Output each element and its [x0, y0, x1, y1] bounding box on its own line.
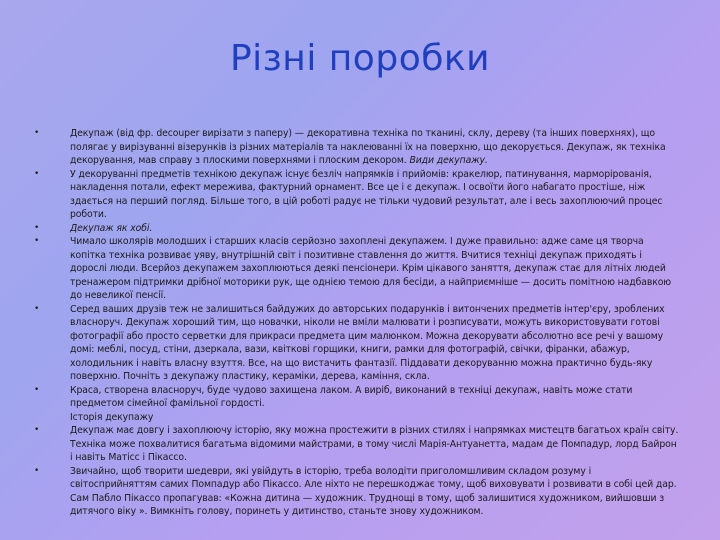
item-italic-text: Декупаж як хобі.: [70, 222, 153, 234]
bullet-icon: •: [34, 303, 40, 314]
item-text: У декоруванні предметів технікою декупаж існує безліч напрямків і прийомів: кракелюр, патинування, марморірованія, накладення потали, ефект мережива, фактурний орнамент. Все це і є декупаж. І освоїти його набагато простіше, ніж здається на перший погляд. Більше того, в цій роботі радує не тільки чудовий результат, але і весь захоплюючий процес роботи.: [70, 168, 663, 220]
item-text: Декупаж має довгу і захоплюючу історію, яку можна простежити в різних стилях і напрямках мистецтв багатьох країн світу. Техніка може похвалитися багатьма відомими майстрами, в тому числі Марія-Антуанетта, мадам де Помпадур, лорд Байрон і навіть Матісс і Пікассо.: [70, 425, 679, 463]
item-text: Чимало школярів молодших і старших класів серйозно захоплені декупажем. І дуже правильно: адже саме ця творча копітка техніка розвиває уяву, внутрішній світ і позитивне ставлення до життя. Вчитися техніці декупаж приходять і дорослі люди. Всерйоз декупажем захоплюються деякі пенсіонери. Крім цікавого заняття, декупаж стає для літніх людей тренажером підтримки дрібної моторики рук, ще однією темою для бесіди, а найприємніше — досить помітною надбавкою до невеликої пенсії.: [70, 236, 672, 301]
list-item: [34, 222, 680, 236]
bullet-icon: •: [34, 465, 40, 476]
bullet-icon: •: [34, 222, 40, 233]
list-item: [34, 384, 680, 425]
bullet-list: [34, 127, 680, 519]
item-italic-text: Види декупажу.: [409, 155, 488, 166]
item-text: Краса, створена власноруч, буде чудово захищена лаком. А виріб, виконаний в техніці декупаж, навіть може стати предметом сімейної фамільної гордості. Історія декупажу: [70, 384, 633, 423]
bullet-icon: •: [34, 384, 40, 395]
bullet-icon: •: [34, 128, 40, 138]
bullet-icon: •: [34, 425, 40, 435]
list-item: [34, 127, 680, 168]
list-item: [34, 168, 680, 222]
list-item: [34, 235, 680, 303]
slide-title: Різні поробки: [229, 38, 491, 79]
list-item: [34, 465, 680, 519]
item-text: Серед ваших друзів теж не залишиться байдужих до авторських подарунків і витончених предметів інтер'єру, зроблених власноруч. Декупаж хороший тим, що новачки, ніколи не вміли малювати і розписувати, можуть використовувати готові фотографії або просто серветки для прикраси предмета цим малюнком. Можна декорувати абсолютно все речі у вашому домі: меблі, посуд, стіни, дзеркала, вази, квіткові горщики, книги, рамки для фотографій, свічки, фіранки, абажур, холодильник і навіть власну взуття. Все, на що вистачить фантазії. Піддавати декоруванню можна практично будь-яку поверхню. Почніть з декупажу пластику, кераміки, дерева, каміння, скла.: [70, 303, 665, 382]
list-item: [34, 424, 680, 465]
bullet-icon: •: [34, 236, 40, 246]
list-item: [34, 303, 680, 384]
item-text: Декупаж (від фр. decouper вирізати з паперу) — декоративна техніка по тканині, склу, дереву (та інших поверхнях), що полягає у вирізуванні візерунків із різних матеріалів та наклеюванні їх на поверхню, що декорується. Декупаж, як техніка декорування, мав справу з плоскими поверхнями і плоским декором.: [70, 128, 666, 166]
item-text: Звичайно, щоб творити шедеври, які увійдуть в історію, треба володіти приголомшливим складом розуму і світосприйняттям самих Помпадур або Пікассо. Але ніхто не перешкоджає тому, щоб виховувати і розвивати в собі цей дар. Сам Пабло Пікассо пропагував: «Кожна дитина — художник. Труднощі в тому, щоб залишитися художником, вийшовши з дитячого віку ». Вимкніть голову, поринеть у дитинство, станьте знову художником.: [70, 465, 677, 517]
bullet-icon: •: [34, 168, 40, 179]
